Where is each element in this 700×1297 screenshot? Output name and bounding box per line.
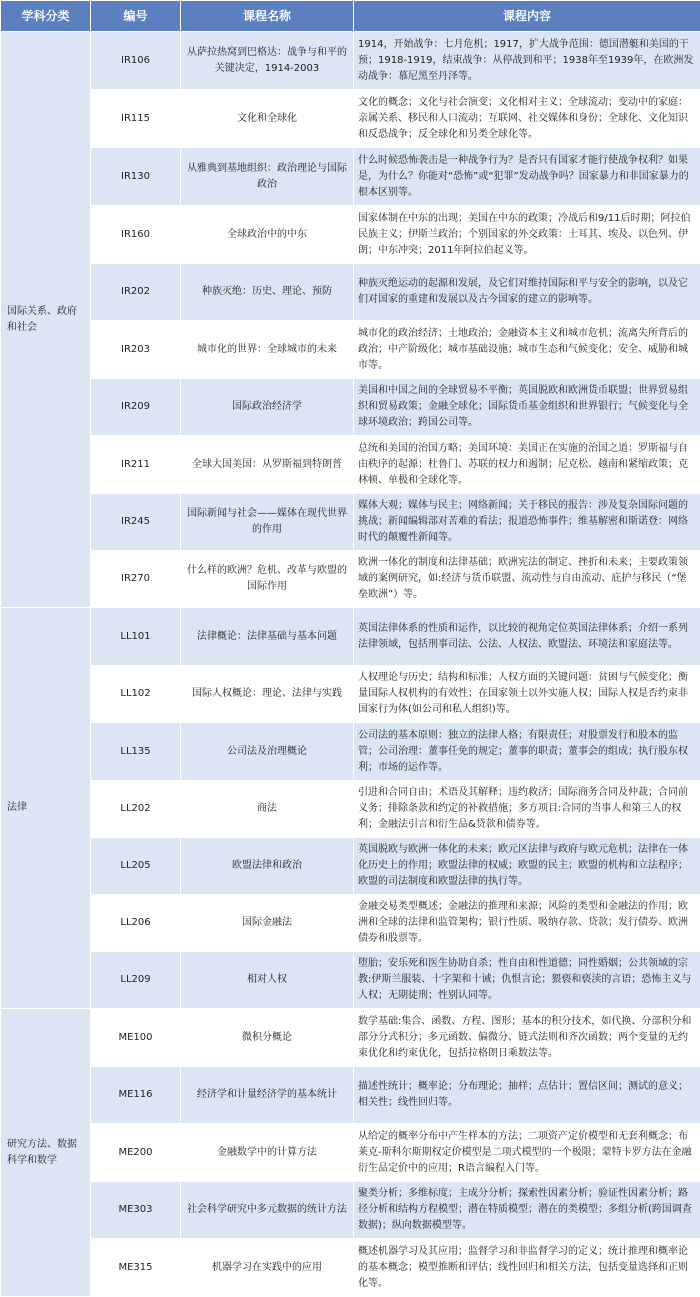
table-row: [1, 608, 700, 666]
course-content: 堕胎；安乐死和医生协助自杀；性自由和性道德；同性婚姻；公共领域的宗教:伊斯兰服装、十字架和十诫；仇恨言论；猥亵和亵渎的言语；恐怖主义与人权；无期徒刑；性别认同等。: [354, 952, 700, 1009]
course-code: IR211: [91, 436, 181, 494]
course-content: 欧洲一体化的制度和法律基础；欧洲宪法的制定、挫折和未来；主要政策领域的案例研究，如:经济与货币联盟、流动性与自由流动、庇护与移民（“堡垒欧洲”）等。: [354, 551, 700, 608]
course-name: 经济学和计量经济学的基本统计: [181, 1067, 354, 1124]
header-course-content: 课程内容: [354, 1, 700, 32]
course-code: ME100: [91, 1009, 181, 1067]
course-name: 商法: [181, 781, 354, 838]
course-code: IR130: [91, 148, 181, 206]
course-content: 公司法的基本原则：独立的法律人格；有限责任；对股票发行和股本的监管；公司治理：董事任免的规定；董事的职责；董事会的组成；执行股东权利；市场的运作等。: [354, 723, 700, 781]
course-name: 文化和全球化: [181, 90, 354, 148]
course-name: 什么样的欧洲？危机、改革与欧盟的国际作用: [181, 551, 354, 608]
course-content: 人权理论与历史；结构和标准；人权方面的关键问题：贫困与气候变化；衡量国际人权机构的有效性；在国家领土以外实施人权；国际人权是否约束非国家行为体(如公司和私人组织)等。: [354, 666, 700, 723]
table-row: [1, 436, 700, 494]
table-row: [1, 206, 700, 264]
course-content: 数学基础:集合、函数、方程、图形；基本的积分技术，如代换、分部积分和部分分式积分；多元函数、偏微分、链式法则和齐次函数；两个变量的无约束优化和约束优化，包括拉格朗日乘数法等。: [354, 1009, 700, 1067]
course-code: ME303: [91, 1182, 181, 1239]
course-content: 概述机器学习及其应用；监督学习和非监督学习的定义；统计推理和概率论的基本概念；模型推断和评估；线性回归和相关方法，包括变量选择和正则化等。: [354, 1239, 700, 1297]
table-row: [1, 666, 700, 723]
course-code: IR160: [91, 206, 181, 264]
course-content: 引进和合同自由；术语及其解释；违约救济；国际商务合同及仲裁；合同前义务；排除条款和约定的补救措施；多方项目:合同的当事人和第三人的权利；金融法引言和衍生品&贷款和债券等。: [354, 781, 700, 838]
table-row: [1, 494, 700, 551]
course-name: 国际金融法: [181, 895, 354, 952]
course-name: 全球大国美国：从罗斯福到特朗普: [181, 436, 354, 494]
table-row: [1, 952, 700, 1009]
course-content: 英国脱欧与欧洲一体化的未来；欧元区法律与政府与欧元危机；法律在一体化历史上的作用；欧盟法律的权威；欧盟的民主；欧盟的机构和立法程序；欧盟的司法制度和欧盟法律的执行等。: [354, 838, 700, 895]
course-content: 总统和美国的治国方略；美国环境：美国正在实施的治国之道：罗斯福与自由秩序的起源；杜鲁门、苏联的权力和遏制；尼克松、越南和紧缩政策；克林顿、单极和全球化等。: [354, 436, 700, 494]
course-name: 国际人权概论：理论、法律与实践: [181, 666, 354, 723]
table-row: [1, 379, 700, 436]
course-content: 美国和中国之间的全球贸易不平衡；英国脱欧和欧洲货币联盟；世界贸易组织和贸易政策；金融全球化；国际货币基金组织和世界银行；气候变化与全球环境政治；跨国公司等。: [354, 379, 700, 436]
table-header-row: [1, 1, 700, 32]
table-row: [1, 1182, 700, 1239]
table-row: [1, 1124, 700, 1182]
course-name: 社会科学研究中多元数据的统计方法: [181, 1182, 354, 1239]
course-content: 1914，开始战争：七月危机；1917，扩大战争范围：德国潜艇和美国的干预；1918-1919，结束战争：从停战到和平；1938年至1939年，在欧洲发动战争：慕尼黑至丹泽等。: [354, 32, 700, 90]
course-code: ME200: [91, 1124, 181, 1182]
course-content: 描述性统计；概率论；分布理论；抽样；点估计；置信区间；测试的意义；相关性；线性回归等。: [354, 1067, 700, 1124]
course-code: IR106: [91, 32, 181, 90]
table-row: [1, 321, 700, 379]
course-code: LL135: [91, 723, 181, 781]
course-name: 城市化的世界：全球城市的未来: [181, 321, 354, 379]
course-name: 欧盟法律和政治: [181, 838, 354, 895]
table-row: [1, 1067, 700, 1124]
course-code: ME315: [91, 1239, 181, 1297]
course-content: 从给定的概率分布中产生样本的方法；二项资产定价模型和无套利概念；布莱克-斯科尔斯期权定价模型是二项式模型的一个极限；蒙特卡罗方法在金融衍生品定价中的应用；R语言编程入门等。: [354, 1124, 700, 1182]
course-content: 国家体制在中东的出现；美国在中东的政策；冷战后和9/11后时期；阿拉伯民族主义；伊斯兰政治；个别国家的外交政策：土耳其、埃及、以色列、伊朗；中东冲突；2011年阿拉伯起义等。: [354, 206, 700, 264]
course-name: 微积分概论: [181, 1009, 354, 1067]
table-row: [1, 32, 700, 90]
table-row: [1, 264, 700, 321]
course-content: 什么时候恐怖袭击是一种战争行为？是否只有国家才能行使战争权利？如果是，为什么？你能对“恐怖”或“犯罪”发动战争吗？国家暴力和非国家暴力的根本区别等。: [354, 148, 700, 206]
course-code: LL101: [91, 608, 181, 666]
course-name: 从雅典到基地组织：政治理论与国际政治: [181, 148, 354, 206]
course-content: 城市化的政治经济；土地政治；金融资本主义和城市危机；流离失所背后的政治；中产阶级化；城市基础设施；城市生态和气候变化；安全、威胁和城市等。: [354, 321, 700, 379]
header-code: 编号: [91, 1, 181, 32]
table-row: [1, 551, 700, 608]
course-content: 英国法律体系的性质和运作，以比较的视角定位英国法律体系；介绍一系列法律领域，包括刑事司法、公法、人权法、欧盟法、环境法和家庭法等。: [354, 608, 700, 666]
course-name: 全球政治中的中东: [181, 206, 354, 264]
course-content: 金融交易类型概述；金融法的推理和来源；风险的类型和金融法的作用；欧洲和全球的法律和监管架构；银行性质、吸纳存款、贷款；发行债券、欧洲债券和股票等。: [354, 895, 700, 952]
table-row: [1, 148, 700, 206]
course-name: 机器学习在实践中的应用: [181, 1239, 354, 1297]
table-row: [1, 90, 700, 148]
table-row: [1, 723, 700, 781]
category-cell: 法律: [1, 608, 91, 1009]
table-row: [1, 838, 700, 895]
course-code: IR115: [91, 90, 181, 148]
course-name: 金融数学中的计算方法: [181, 1124, 354, 1182]
course-code: LL209: [91, 952, 181, 1009]
course-code: LL102: [91, 666, 181, 723]
course-content: 聚类分析；多维标度；主成分分析；探索性因素分析；验证性因素分析；路径分析和结构方程模型；潜在特质模型；潜在的类模型；多组分析(跨国调查数据)；纵向数据模型等。: [354, 1182, 700, 1239]
course-code: LL206: [91, 895, 181, 952]
course-name: 国际新闻与社会——媒体在现代世界的作用: [181, 494, 354, 551]
table-row: [1, 781, 700, 838]
course-name: 国际政治经济学: [181, 379, 354, 436]
table-body: [1, 32, 700, 1297]
course-code: LL202: [91, 781, 181, 838]
course-code: IR209: [91, 379, 181, 436]
course-content: 媒体大观；媒体与民主；网络新闻；关于移民的报告：涉及复杂国际问题的挑战；新闻编辑部对苦难的看法；报道恐怖事件；维基解密和斯诺登：网络时代的颠覆性新闻等。: [354, 494, 700, 551]
table-row: [1, 895, 700, 952]
course-name: 法律概论：法律基础与基本问题: [181, 608, 354, 666]
course-code: IR203: [91, 321, 181, 379]
category-cell: 国际关系、政府和社会: [1, 32, 91, 608]
header-category: 学科分类: [1, 1, 91, 32]
category-cell: 研究方法、数据科学和数学: [1, 1009, 91, 1297]
course-name: 公司法及治理概论: [181, 723, 354, 781]
course-name: 从萨拉热窝到巴格达：战争与和平的关键决定，1914-2003: [181, 32, 354, 90]
course-content: 种族灭绝运动的起源和发展，及它们对维持国际和平与安全的影响，以及它们对国家的重建和发展以及古今国家的建立的影响等。: [354, 264, 700, 321]
table-row: [1, 1009, 700, 1067]
course-name: 种族灭绝：历史、理论、预防: [181, 264, 354, 321]
course-code: LL205: [91, 838, 181, 895]
course-name: 相对人权: [181, 952, 354, 1009]
course-code: IR245: [91, 494, 181, 551]
course-content: 文化的概念；文化与社会演变；文化相对主义；全球流动；变动中的家庭：亲属关系、移民和人口流动；互联网、社交媒体和身份；全球化、文化知识和反恐战争；反全球化和另类全球化等。: [354, 90, 700, 148]
course-code: ME116: [91, 1067, 181, 1124]
header-course-name: 课程名称: [181, 1, 354, 32]
course-code: IR270: [91, 551, 181, 608]
course-code: IR202: [91, 264, 181, 321]
